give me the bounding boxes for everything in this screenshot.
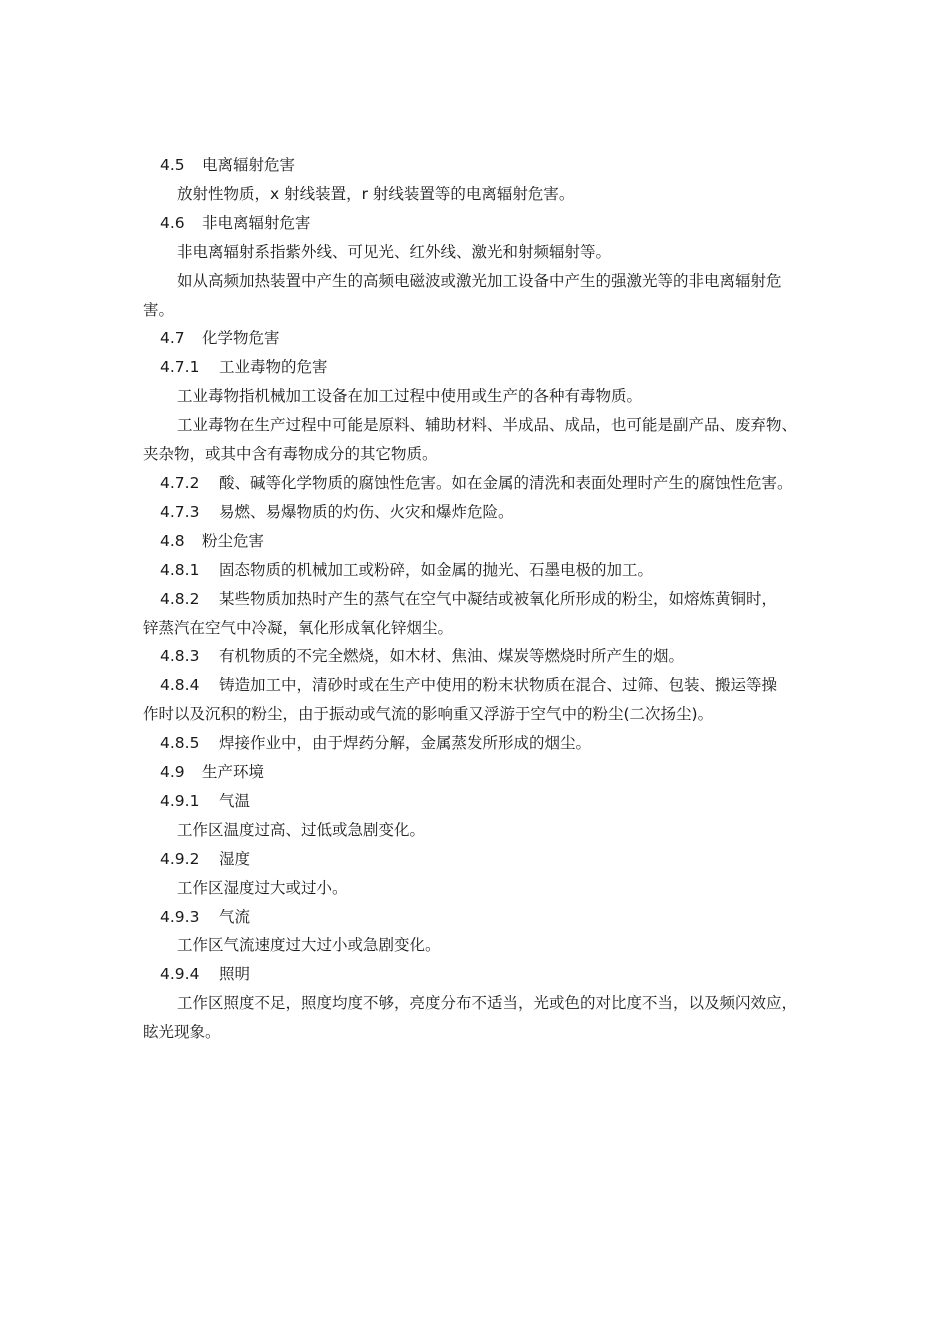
document-body [143, 151, 843, 1047]
paragraph-line: 非电离辐射系指紫外线、可见光、红外线、激光和射频辐射等。 [177, 242, 612, 261]
section-heading [143, 729, 843, 758]
section-number: 4.7 [160, 329, 185, 348]
section-number: 4.9.1 [160, 791, 200, 810]
paragraph-continuation: 夹杂物，或其中含有毒物成分的其它物质。 [143, 445, 438, 464]
section-heading [143, 469, 843, 498]
section-number: 4.5 [160, 156, 185, 174]
paragraph-line: 工业毒物在生产过程中可能是原料、辅助材料、半成品、成品，也可能是副产品、废弃物、 [177, 416, 798, 435]
paragraph-line: 放射性物质，x 射线装置，r 射线装置等的电离辐射危害。 [177, 184, 575, 203]
section-title: 粉尘危害 [202, 531, 265, 550]
section-heading [143, 151, 843, 180]
section-title: 湿度 [219, 849, 251, 868]
section-title: 工业毒物的危害 [219, 358, 328, 377]
paragraph-line: 工作区温度过高、过低或急剧变化。 [177, 820, 426, 839]
section-number: 4.8.2 [160, 589, 200, 608]
section-number: 4.8 [160, 531, 185, 550]
section-heading [143, 671, 843, 700]
section-heading [143, 642, 843, 671]
section-title: 铸造加工中，清砂时或在生产中使用的粉末状物质在混合、过筛、包装、搬运等操 [219, 676, 778, 695]
section-number: 4.8.1 [160, 560, 200, 579]
section-title: 焊接作业中，由于焊药分解，金属蒸发所形成的烟尘。 [219, 734, 592, 753]
section-heading [143, 903, 843, 932]
section-heading [143, 353, 843, 382]
section-heading [143, 787, 843, 816]
section-heading [143, 845, 843, 874]
section-number: 4.7.1 [160, 358, 200, 377]
section-number: 4.9.2 [160, 849, 200, 868]
section-title: 气温 [219, 791, 251, 810]
paragraph-line: 工作区照度不足，照度均度不够，亮度分布不适当，光或色的对比度不当，以及频闪效应， [177, 994, 798, 1013]
section-heading [143, 324, 843, 353]
section-heading [143, 758, 843, 787]
section-title: 有机物质的不完全燃烧，如木材、焦油、煤炭等燃烧时所产生的烟。 [219, 647, 685, 666]
section-title: 化学物危害 [202, 329, 280, 348]
section-title: 固态物质的机械加工或粉碎，如金属的抛光、石墨电极的加工。 [219, 560, 654, 579]
section-heading [143, 556, 843, 585]
paragraph-line: 工作区湿度过大或过小。 [177, 878, 348, 897]
paragraph-continuation: 作时以及沉积的粉尘，由于振动或气流的影响重又浮游于空气中的粉尘(二次扬尘)。 [143, 705, 714, 724]
section-heading [143, 960, 843, 989]
paragraph-continuation: 锌蒸汽在空气中冷凝，氧化形成氧化锌烟尘。 [143, 618, 454, 637]
paragraph-line: 工业毒物指机械加工设备在加工过程中使用或生产的各种有毒物质。 [177, 387, 643, 406]
section-number: 4.9.4 [160, 965, 200, 984]
section-title: 生产环境 [202, 763, 265, 782]
paragraph-continuation: 害。 [143, 300, 175, 319]
section-title: 气流 [219, 907, 251, 926]
paragraph-line: 工作区气流速度过大过小或急剧变化。 [177, 936, 441, 955]
section-number: 4.8.4 [160, 676, 200, 695]
section-number: 4.8.3 [160, 647, 200, 666]
section-heading [143, 585, 843, 614]
paragraph-line: 如从高频加热装置中产生的高频电磁波或激光加工设备中产生的强激光等的非电离辐射危 [177, 271, 782, 290]
paragraph-continuation: 眩光现象。 [143, 1023, 221, 1042]
section-title: 照明 [219, 965, 251, 984]
section-title: 电离辐射危害 [202, 156, 296, 174]
section-title: 非电离辐射危害 [202, 213, 311, 232]
section-number: 4.8.5 [160, 734, 200, 753]
section-heading [143, 527, 843, 556]
section-number: 4.9.3 [160, 907, 200, 926]
section-heading [143, 209, 843, 238]
section-number: 4.7.3 [160, 502, 200, 521]
section-number: 4.7.2 [160, 473, 200, 492]
section-title: 易燃、易爆物质的灼伤、火灾和爆炸危险。 [219, 502, 514, 521]
section-number: 4.6 [160, 213, 185, 232]
section-title: 酸、碱等化学物质的腐蚀性危害。如在金属的清洗和表面处理时产生的腐蚀性危害。 [219, 473, 793, 492]
section-number: 4.9 [160, 763, 185, 782]
section-heading [143, 498, 843, 527]
section-title: 某些物质加热时产生的蒸气在空气中凝结或被氧化所形成的粉尘，如熔炼黄铜时， [219, 589, 778, 608]
